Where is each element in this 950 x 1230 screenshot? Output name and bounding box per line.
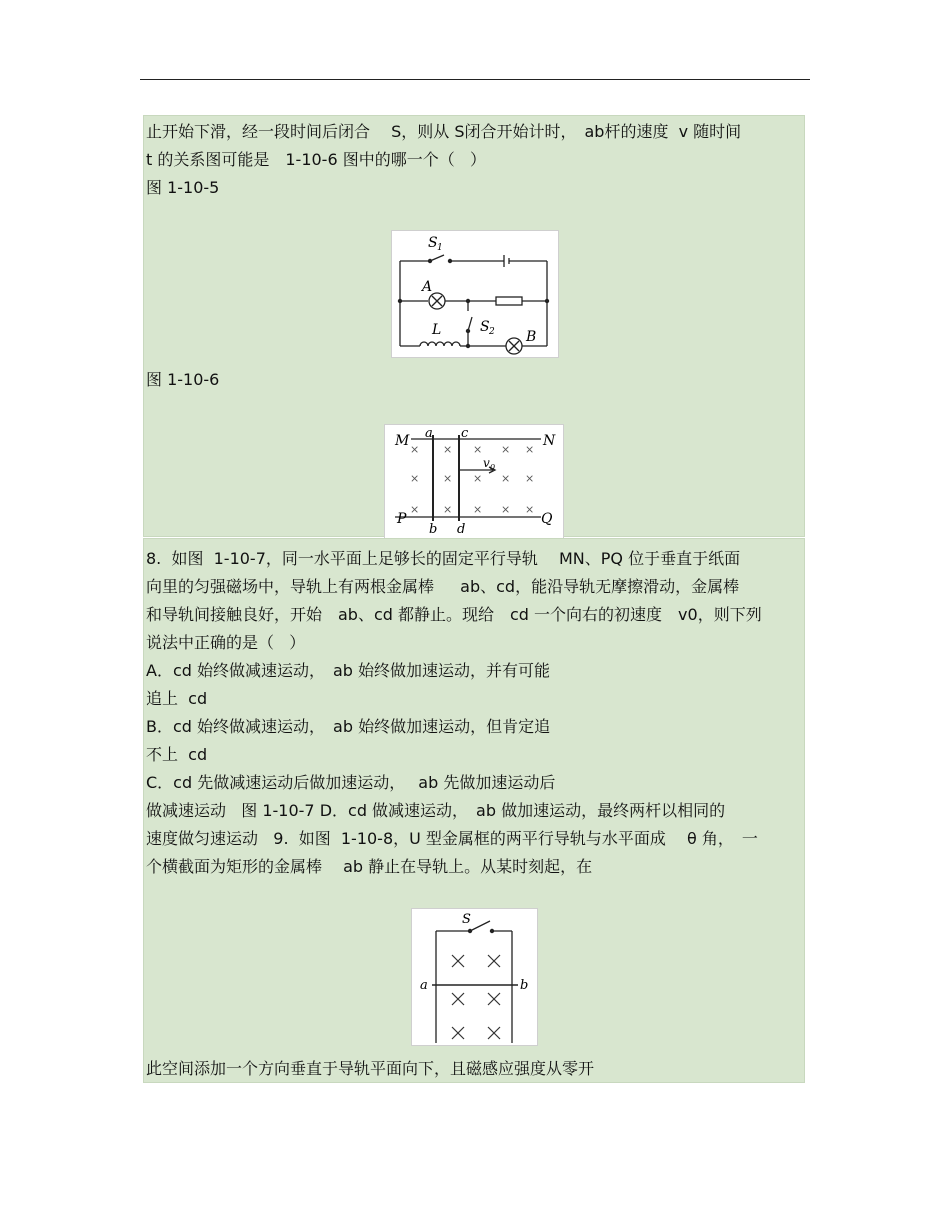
label-b: B <box>526 329 537 345</box>
svg-text:×: × <box>501 503 511 516</box>
label-s: S <box>462 912 471 927</box>
text-line: 向里的匀强磁场中，导轨上有两根金属棒 ab、cd，能沿导轨无摩擦滑动，金属棒 <box>146 577 740 596</box>
svg-text:×: × <box>525 503 535 516</box>
svg-text:×: × <box>443 503 453 516</box>
label-s2: S <box>480 319 490 335</box>
option-c: C．cd 先做减速运动后做加速运动， ab 先做加速运动后 <box>146 773 556 792</box>
svg-text:×: × <box>525 472 535 485</box>
svg-text:×: × <box>473 472 483 485</box>
label-p: P <box>397 511 407 527</box>
label-q: Q <box>541 511 553 527</box>
text-line: 此空间添加一个方向垂直于导轨平面向下，且磁感应强度从零开 <box>146 1059 595 1078</box>
rails-diagram <box>385 425 563 539</box>
svg-text:×: × <box>410 443 420 456</box>
figure-caption: 图 1-10-6 <box>146 370 220 389</box>
label-v0-sub: 0 <box>490 463 496 472</box>
label-c: c <box>461 426 469 441</box>
svg-text:×: × <box>525 443 535 456</box>
option-a-cont: 追上 cd <box>146 689 208 708</box>
label-s1-sub: 1 <box>437 243 443 253</box>
label-a: a <box>425 426 433 441</box>
label-a: A <box>422 279 433 295</box>
text-line: 8. 如图 1-10-7，同一水平面上足够长的固定平行导轨 MN、PQ 位于垂直于纸面 <box>146 549 741 568</box>
label-s2-sub: 2 <box>489 327 495 337</box>
option-c-d: 做减速运动 图 1-10-7 D．cd 做减速运动， ab 做加速运动，最终两杆以相同的 <box>146 801 726 820</box>
u-frame-figure <box>411 908 538 1046</box>
text-line: 止开始下滑，经一段时间后闭合 S，则从 S闭合开始计时， ab杆的速度 v 随时间 <box>146 122 742 141</box>
header-rule <box>140 79 810 80</box>
svg-text:×: × <box>473 503 483 516</box>
svg-text:×: × <box>410 503 420 516</box>
svg-text:×: × <box>443 443 453 456</box>
label-m: M <box>395 433 410 449</box>
question-panel-2 <box>143 538 805 1083</box>
svg-text:×: × <box>473 443 483 456</box>
question-panel-1 <box>143 115 805 537</box>
label-n: N <box>543 433 556 449</box>
option-b: B．cd 始终做减速运动， ab 始终做加速运动，但肯定追 <box>146 717 551 736</box>
text-line: 和导轨间接触良好，开始 ab、cd 都静止。现给 cd 一个向右的初速度 v0，则下列 <box>146 605 762 624</box>
text-line: 说法中正确的是（ ） <box>146 633 306 652</box>
label-s1: S <box>428 235 438 251</box>
label-b: b <box>520 978 529 993</box>
text-line: t 的关系图可能是 1-10-6 图中的哪一个（ ） <box>146 150 486 169</box>
label-a: a <box>420 978 428 993</box>
option-a: A．cd 始终做减速运动， ab 始终做加速运动，并有可能 <box>146 661 551 680</box>
label-d: d <box>457 522 466 537</box>
rails-figure <box>384 424 564 538</box>
figure-caption: 图 1-10-5 <box>146 178 220 197</box>
svg-text:×: × <box>443 472 453 485</box>
text-line: 个横截面为矩形的金属棒 ab 静止在导轨上。从某时刻起，在 <box>146 857 593 876</box>
circuit-diagram <box>392 231 558 357</box>
svg-text:×: × <box>501 472 511 485</box>
text-line: 速度做匀速运动 9. 如图 1-10-8，U 型金属框的两平行导轨与水平面成 θ 角， 一 <box>146 829 758 848</box>
label-b: b <box>429 522 438 537</box>
circuit-figure <box>391 230 559 358</box>
option-b-cont: 不上 cd <box>146 745 208 764</box>
label-l: L <box>432 322 442 338</box>
svg-text:×: × <box>501 443 511 456</box>
label-v0: v <box>483 456 490 470</box>
u-frame-diagram <box>412 909 537 1045</box>
svg-text:×: × <box>410 472 420 485</box>
